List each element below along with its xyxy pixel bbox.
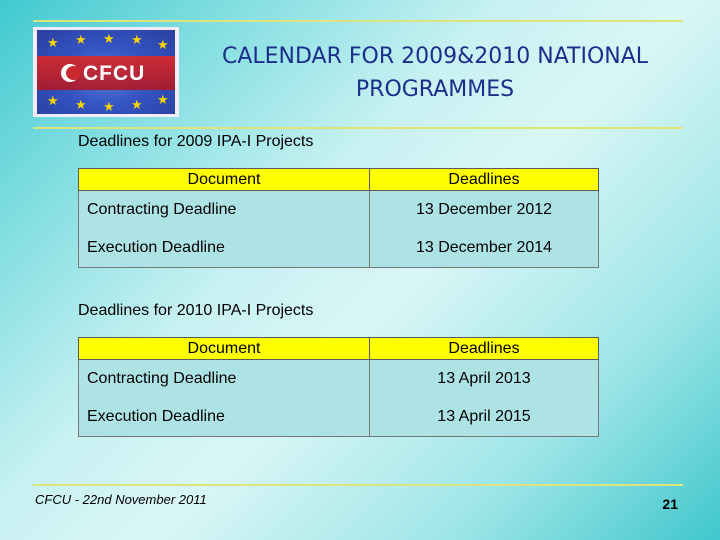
deadline-cell: 13 December 2014 [370, 229, 599, 268]
table-row [79, 229, 599, 268]
document-cell: Execution Deadline [79, 229, 370, 268]
star-icon: ★ [131, 97, 143, 112]
deadline-cell: 13 April 2013 [370, 360, 599, 399]
star-icon: ★ [103, 31, 115, 46]
column-header-deadlines: Deadlines [370, 169, 599, 191]
star-icon: ★ [75, 97, 87, 112]
document-cell: Contracting Deadline [79, 360, 370, 399]
page-title [185, 40, 685, 106]
table-row [79, 360, 599, 399]
document-cell: Contracting Deadline [79, 191, 370, 230]
table-header-row [79, 169, 599, 191]
section-heading-2009: Deadlines for 2009 IPA-I Projects [78, 133, 314, 150]
crescent-icon [61, 64, 79, 82]
star-icon: ★ [47, 35, 59, 50]
logo-emblem [37, 30, 175, 114]
header-divider [33, 127, 683, 129]
table-row [79, 191, 599, 230]
title-line-2: PROGRAMMES [355, 77, 515, 102]
cfcu-logo [33, 27, 179, 117]
column-header-document: Document [79, 169, 370, 191]
star-icon: ★ [103, 99, 115, 114]
logo-text: CFCU [83, 62, 146, 85]
star-icon: ★ [47, 93, 59, 108]
section-heading-2010: Deadlines for 2010 IPA-I Projects [78, 302, 314, 319]
table-row [79, 398, 599, 437]
footer-divider [33, 484, 683, 486]
footer-source: CFCU - 22nd November 2011 [35, 492, 207, 507]
column-header-document: Document [79, 338, 370, 360]
table-header-row [79, 338, 599, 360]
deadline-cell: 13 December 2012 [370, 191, 599, 230]
deadline-cell: 13 April 2015 [370, 398, 599, 437]
deadlines-table-2009 [78, 168, 599, 268]
top-divider [33, 20, 683, 22]
star-icon: ★ [75, 32, 87, 47]
document-cell: Execution Deadline [79, 398, 370, 437]
title-line-1: CALENDAR FOR 2009&2010 NATIONAL [221, 44, 649, 69]
column-header-deadlines: Deadlines [370, 338, 599, 360]
star-icon: ★ [157, 37, 169, 52]
star-icon: ★ [131, 32, 143, 47]
star-icon: ★ [157, 92, 169, 107]
page-number: 21 [662, 496, 678, 512]
deadlines-table-2010 [78, 337, 599, 437]
